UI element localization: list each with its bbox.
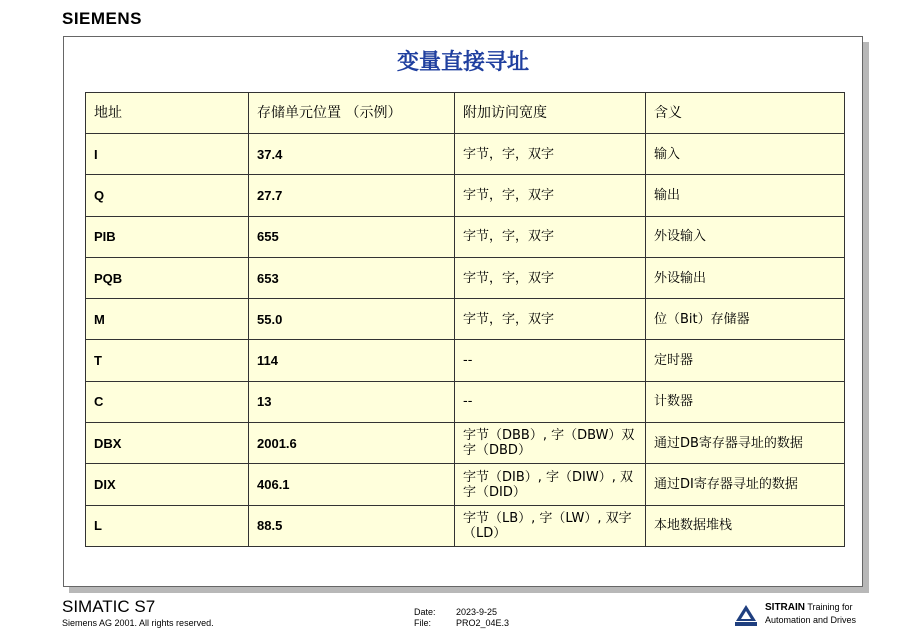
cell-location: 27.7 — [249, 175, 455, 216]
cell-location: 114 — [249, 340, 455, 381]
cell-location: 37.4 — [249, 134, 455, 175]
sitrain-mark-icon — [732, 601, 760, 629]
addressing-table — [85, 92, 845, 547]
header-meaning: 含义 — [646, 93, 845, 134]
slide-panel — [63, 36, 863, 587]
cell-meaning: 通过DB寄存器寻址的数据 — [646, 423, 845, 464]
date-value: 2023-9-25 — [456, 607, 498, 617]
cell-access-width: 字节（DBB）, 字（DBW）双字（DBD） — [455, 423, 646, 464]
sitrain-brand: SITRAIN — [765, 602, 805, 613]
cell-meaning: 通过DI寄存器寻址的数据 — [646, 464, 845, 505]
cell-address: DIX — [86, 464, 249, 505]
siemens-logo: SIEMENS — [62, 9, 143, 28]
file-value: PRO2_04E.3 — [456, 618, 510, 628]
file-label: File: — [414, 618, 432, 628]
header-location: 存储单元位置 （示例） — [249, 93, 455, 134]
cell-address: PQB — [86, 257, 249, 298]
table-row — [86, 381, 845, 422]
footer-meta — [414, 607, 509, 629]
date-label: Date: — [414, 607, 436, 617]
sitrain-tagline-2: Automation and Drives — [765, 615, 857, 625]
cell-meaning: 定时器 — [646, 340, 845, 381]
sitrain-text — [765, 601, 905, 626]
cell-address: C — [86, 381, 249, 422]
cell-address: DBX — [86, 423, 249, 464]
sitrain-tagline-1: Training for — [805, 602, 853, 612]
cell-address: PIB — [86, 216, 249, 257]
cell-location: 2001.6 — [249, 423, 455, 464]
cell-address: L — [86, 505, 249, 546]
cell-location: 655 — [249, 216, 455, 257]
cell-meaning: 外设输出 — [646, 257, 845, 298]
cell-meaning: 位（Bit）存储器 — [646, 299, 845, 340]
header-address: 地址 — [86, 93, 249, 134]
table-row — [86, 175, 845, 216]
table-row — [86, 299, 845, 340]
cell-location: 55.0 — [249, 299, 455, 340]
table-row — [86, 216, 845, 257]
table-row — [86, 423, 845, 464]
footer-product — [62, 597, 214, 628]
table-row — [86, 340, 845, 381]
cell-access-width: 字节（LB）, 字（LW）, 双字 （LD） — [455, 505, 646, 546]
table-row — [86, 505, 845, 546]
cell-access-width: -- — [455, 340, 646, 381]
table-row — [86, 134, 845, 175]
cell-location: 653 — [249, 257, 455, 298]
cell-address: I — [86, 134, 249, 175]
cell-access-width: 字节，字，双字 — [455, 175, 646, 216]
cell-access-width: 字节，字，双字 — [455, 299, 646, 340]
cell-access-width: 字节，字，双字 — [455, 257, 646, 298]
table-row — [86, 257, 845, 298]
cell-access-width: 字节（DIB）, 字（DIW）, 双字（DID） — [455, 464, 646, 505]
cell-location: 406.1 — [249, 464, 455, 505]
table-header-row — [86, 93, 845, 134]
cell-address: Q — [86, 175, 249, 216]
cell-meaning: 本地数据堆栈 — [646, 505, 845, 546]
slide-title: 变量直接寻址 — [396, 50, 529, 75]
cell-access-width: 字节，字，双字 — [455, 216, 646, 257]
header-access-width: 附加访问宽度 — [455, 93, 646, 134]
cell-location: 88.5 — [249, 505, 455, 546]
cell-access-width: -- — [455, 381, 646, 422]
copyright-text: Siemens AG 2001. All rights reserved. — [62, 618, 214, 628]
table-row — [86, 464, 845, 505]
cell-meaning: 计数器 — [646, 381, 845, 422]
cell-meaning: 外设输入 — [646, 216, 845, 257]
cell-location: 13 — [249, 381, 455, 422]
cell-address: T — [86, 340, 249, 381]
cell-meaning: 输出 — [646, 175, 845, 216]
cell-meaning: 输入 — [646, 134, 845, 175]
cell-access-width: 字节，字，双字 — [455, 134, 646, 175]
product-name: SIMATIC S7 — [62, 597, 156, 616]
cell-address: M — [86, 299, 249, 340]
